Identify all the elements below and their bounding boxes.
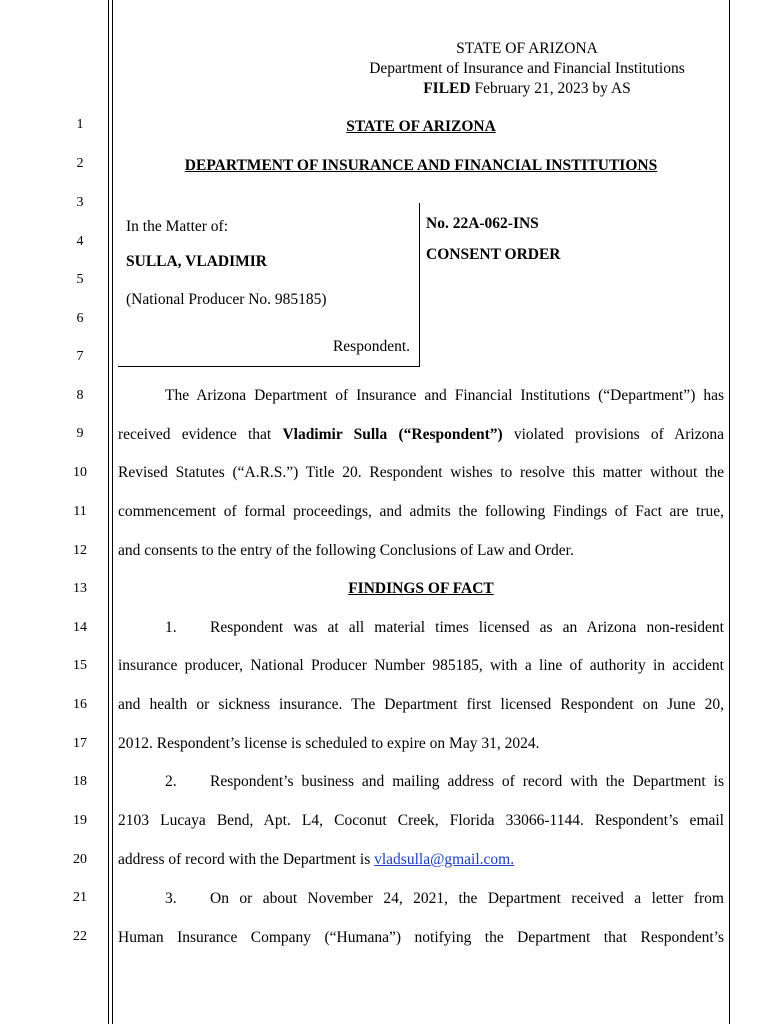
filing-stamp-filed (327, 79, 727, 99)
caption-producer-number: (National Producer No. 985185) (126, 291, 327, 308)
line-number: 11 (73, 504, 87, 519)
finding-2-line-1 (210, 772, 724, 792)
caption-respondent-name: SULLA, VLADIMIR (126, 253, 267, 270)
caption-matter: In the Matter of: (126, 218, 229, 235)
intro-text-2e: violated provisions of Arizona (502, 426, 724, 443)
intro-line-5: and consents to the entry of the following Conclusions of Law and Order. (118, 542, 574, 559)
line-number: 18 (73, 774, 87, 789)
caption-box-bottom-rule (118, 366, 420, 367)
left-margin-rule-outer (108, 0, 109, 1024)
finding-3-line-1 (210, 889, 724, 909)
finding-3-number: 3. (165, 890, 177, 907)
line-number: 8 (76, 388, 84, 403)
right-margin-rule (729, 0, 730, 1024)
finding-2-text-1: Respondent’s business and mailing address of record with the Department is (210, 773, 724, 790)
finding-2-line-2 (118, 811, 724, 831)
intro-text-3: Revised Statutes (“A.R.S.”) Title 20. Respondent wishes to resolve this matter without the (118, 464, 724, 481)
line-number: 5 (76, 272, 84, 287)
case-number: No. 22A-062-INS (426, 215, 539, 232)
filed-label: FILED (423, 80, 471, 97)
line-number: 21 (73, 890, 87, 905)
intro-text-4: commencement of formal proceedings, and admits the following Findings of Fact are true, (118, 503, 724, 520)
line-number: 14 (73, 620, 87, 635)
finding-1-text-2: insurance producer, National Producer Number 985185, with a line of authority in accident (118, 657, 724, 674)
left-margin-rule-inner (112, 0, 113, 1024)
finding-2-line-3 (118, 850, 514, 870)
finding-1-text-1: Respondent was at all material times licensed as an Arizona non-resident (210, 619, 724, 636)
line-number: 20 (73, 852, 87, 867)
line-number: 1 (76, 117, 84, 132)
line-number: 16 (73, 697, 87, 712)
line-number: 2 (76, 156, 84, 171)
line-number: 13 (73, 581, 87, 596)
finding-2-number: 2. (165, 773, 177, 790)
finding-2-text-2: 2103 Lucaya Bend, Apt. L4, Coconut Creek, Florida 33066-1144. Respondent’s email (118, 812, 724, 829)
intro-line-2 (118, 425, 724, 445)
finding-1-line-3 (118, 695, 724, 715)
line-number: 3 (76, 195, 84, 210)
header-department: DEPARTMENT OF INSURANCE AND FINANCIAL INSTITUTIONS (184, 157, 658, 174)
intro-text-2a: received evidence that (118, 426, 283, 443)
finding-1-text-3: and health or sickness insurance. The Department first licensed Respondent on June 20, (118, 696, 724, 713)
caption-respondent-label: Respondent. (332, 338, 410, 355)
finding-3-text-2: Human Insurance Company (“Humana”) notifying the Department that Respondent’s (118, 929, 724, 946)
filing-stamp-state: STATE OF ARIZONA (456, 40, 598, 57)
finding-1-number: 1. (165, 619, 177, 636)
finding-1-line-2 (118, 656, 724, 676)
intro-line-4 (118, 502, 724, 522)
line-number: 6 (76, 311, 84, 326)
finding-1-line-4: 2012. Respondent’s license is scheduled to expire on May 31, 2024. (118, 735, 540, 752)
respondent-term-bold: (“Respondent”) (398, 426, 503, 443)
line-number: 9 (76, 426, 84, 441)
line-number: 22 (73, 929, 87, 944)
document-type: CONSENT ORDER (426, 246, 561, 263)
line-number: 12 (73, 543, 87, 558)
header-state: STATE OF ARIZONA (346, 118, 496, 135)
intro-space (387, 426, 398, 443)
line-number: 4 (76, 234, 84, 249)
finding-3-text-1: On or about November 24, 2021, the Department received a letter from (210, 890, 724, 907)
line-number: 17 (73, 736, 87, 751)
line-number: 15 (73, 658, 87, 673)
finding-2-text-3: address of record with the Department is (118, 851, 375, 868)
findings-heading: FINDINGS OF FACT (348, 580, 494, 597)
line-number: 10 (73, 465, 87, 480)
intro-line-1 (165, 386, 724, 406)
finding-1-line-1 (210, 618, 724, 638)
line-number: 7 (76, 349, 84, 364)
caption-box-vertical-rule (419, 203, 420, 367)
intro-line-3 (118, 463, 724, 483)
line-number: 19 (73, 813, 87, 828)
finding-3-line-2 (118, 928, 724, 948)
filed-date: February 21, 2023 by AS (470, 80, 631, 97)
respondent-name-bold: Vladimir Sulla (282, 426, 388, 443)
intro-text-1: The Arizona Department of Insurance and Financial Institutions (“Department”) has (165, 387, 724, 404)
respondent-email-link[interactable]: vladsulla@gmail.com. (374, 851, 515, 868)
filing-stamp-department: Department of Insurance and Financial Institutions (369, 60, 685, 77)
